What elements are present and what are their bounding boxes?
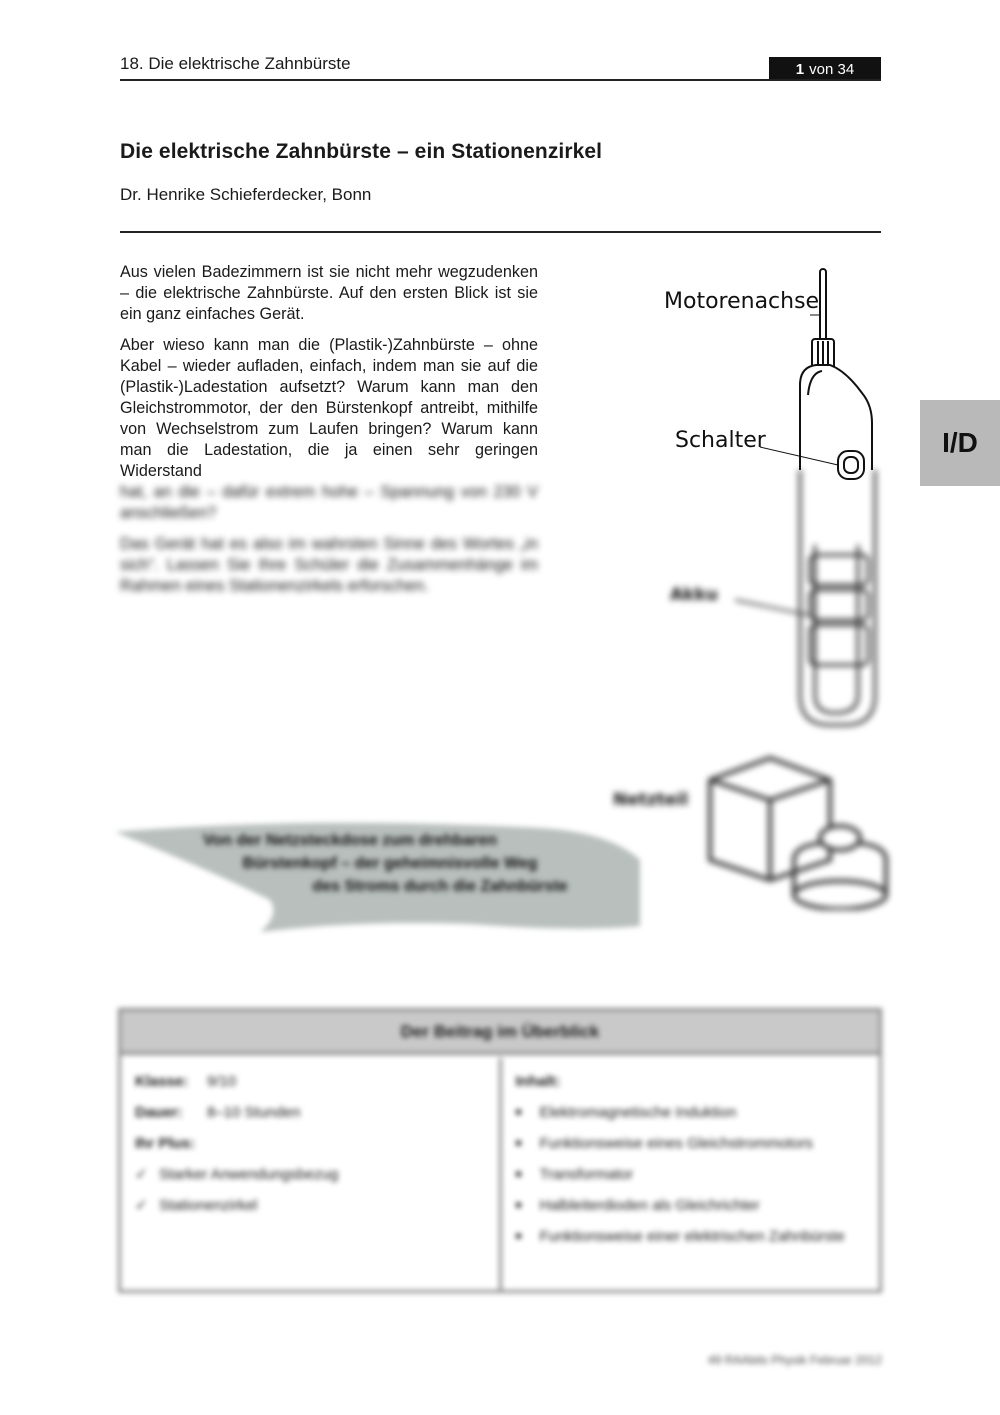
banner-line-2: Bürstenkopf – der geheimnisvolle Weg <box>242 855 538 872</box>
section-tab: I/D <box>920 400 1000 486</box>
intro-paragraph-2-continued: hat, an die – dafür extrem hohe – Spannung von 230 V anschließen? <box>120 483 538 522</box>
inhalt-item: ■ Funktionsweise einer elektrischen Zahnbürste <box>516 1227 866 1247</box>
overview-dauer <box>135 1103 485 1123</box>
dauer-value: 8–10 Stunden <box>207 1104 301 1121</box>
toothbrush-illustration <box>640 255 920 745</box>
klasse-value: 9/10 <box>207 1073 237 1090</box>
inhalt-label: Inhalt: <box>515 1073 561 1090</box>
overview-right-column <box>499 1058 880 1290</box>
header-divider <box>120 79 881 81</box>
overview-box <box>118 1008 882 1293</box>
page-indicator <box>769 57 881 81</box>
klasse-label: Klasse: <box>135 1073 189 1090</box>
label-battery: Akku <box>670 585 718 605</box>
document-author: Dr. Henrike Schieferdecker, Bonn <box>120 185 372 204</box>
plus-item: ✓ Stationenzirkel <box>135 1196 485 1216</box>
overview-klasse <box>135 1072 485 1092</box>
banner-line-3: des Stroms durch die Zahnbürste <box>312 878 568 895</box>
inhalt-item: ■ Halbleiterdioden als Gleichrichter <box>516 1196 866 1216</box>
overview-inhalt-label <box>516 1072 866 1092</box>
dauer-label: Dauer: <box>135 1104 183 1121</box>
power-supply-illustration <box>690 750 900 910</box>
plus-item: ✓ Starker Anwendungsbezug <box>135 1165 485 1185</box>
title-divider <box>120 231 881 233</box>
page-footer: 49 RAAbits Physik Februar 2012 <box>707 1353 882 1367</box>
plus-label: Ihr Plus: <box>135 1135 196 1152</box>
overview-plus-label <box>135 1134 485 1154</box>
inhalt-list <box>516 1103 866 1247</box>
intro-paragraph-2: Aber wieso kann man die (Plastik-)Zahnbürste – ohne Kabel – wieder aufladen, einfach, indem man sie auf die (Plastik-)Ladestation aufsetzt? Warum kann man den Gleichstrommotor, der den Bürstenkopf antreibt, mithilfe von Wechselstrom zum Laufen bringen? Warum kann man die Ladestation, die ja einen sehr geringen Widerstand <box>120 336 538 480</box>
label-switch: Schalter <box>675 428 766 453</box>
page-total: von 34 <box>809 60 855 78</box>
intro-text <box>120 262 538 607</box>
intro-paragraph-3: Das Gerät hat es also im wahrsten Sinne des Wortes „in sich“. Lassen Sie Ihre Schüler die Zusammenhänge im Rahmen eines Stationenzirkels erforschen. <box>120 535 538 595</box>
overview-heading: Der Beitrag im Überblick <box>121 1011 879 1055</box>
inhalt-item: ■ Funktionsweise eines Gleichstrommotors <box>516 1134 866 1154</box>
overview-left-column <box>121 1058 499 1290</box>
document-title: Die elektrische Zahnbürste – ein Stationenzirkel <box>120 140 603 163</box>
label-power-supply: Netzteil <box>613 790 689 810</box>
label-motor-axle: Motorenachse <box>664 289 820 314</box>
banner-line-1: Von der Netzsteckdose zum drehbaren <box>203 832 497 849</box>
running-header-title: 18. Die elektrische Zahnbürste <box>120 54 351 73</box>
inhalt-item: ■ Elektromagnetische Induktion <box>516 1103 866 1123</box>
intro-paragraph-1: Aus vielen Badezimmern ist sie nicht mehr wegzudenken – die elektrische Zahnbürste. Auf den ersten Blick ist sie ein ganz einfaches Gerät. <box>120 263 538 323</box>
inhalt-item: ■ Transformator <box>516 1165 866 1185</box>
page-current: 1 <box>795 60 805 78</box>
